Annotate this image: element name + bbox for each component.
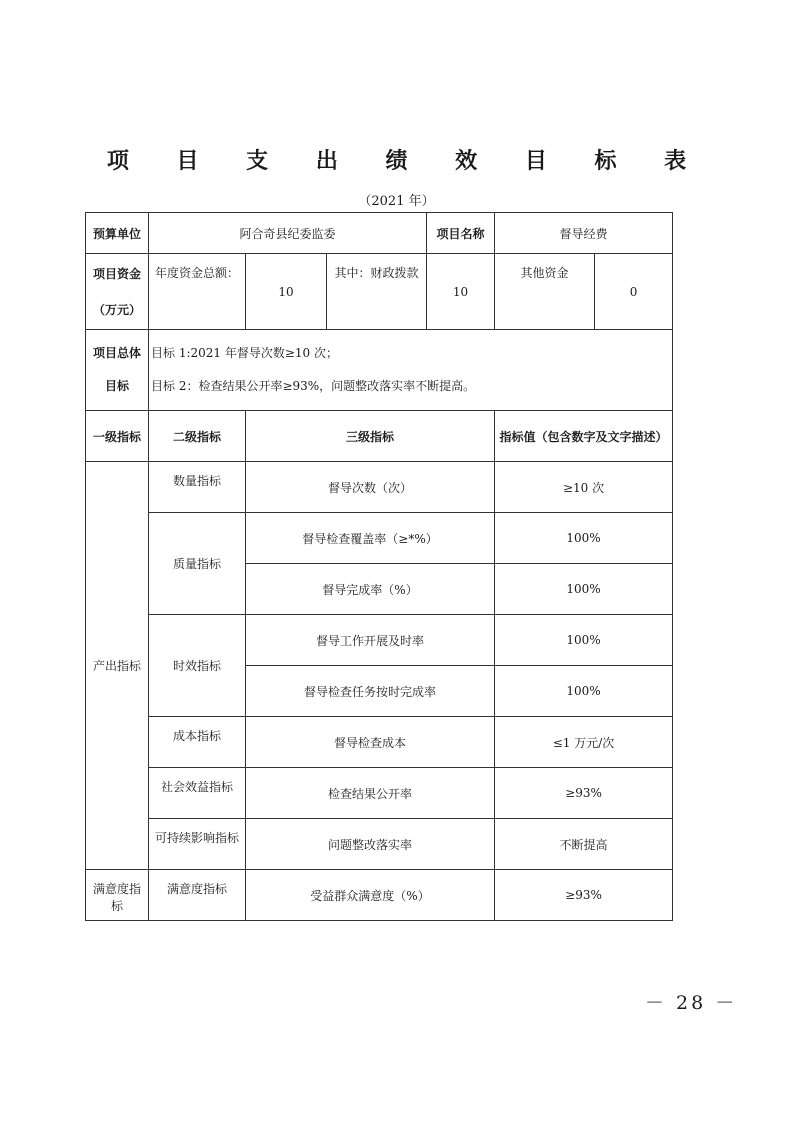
goals-row [86, 330, 673, 411]
table-row [86, 462, 673, 513]
value-cell: ≥93% [495, 768, 673, 819]
value-cell: ≥10 次 [495, 462, 673, 513]
table-row [86, 870, 673, 921]
document-year: （2021 年） [358, 194, 435, 209]
value-cell: 100% [495, 615, 673, 666]
level3-cell: 督导工作开展及时率 [246, 615, 495, 666]
level2-social-benefit: 社会效益指标 [149, 768, 246, 819]
table-row [86, 768, 673, 819]
budget-unit-value: 阿合奇县纪委监委 [149, 213, 427, 254]
level3-cell: 督导次数（次） [246, 462, 495, 513]
value-cell: ≤1 万元/次 [495, 717, 673, 768]
level3-cell: 督导检查成本 [246, 717, 495, 768]
budget-unit-label: 预算单位 [86, 213, 149, 254]
level2-timeliness: 时效指标 [149, 615, 246, 717]
level2-cost: 成本指标 [149, 717, 246, 768]
funds-total-label: 年度资金总额： [149, 254, 246, 330]
project-name-label: 项目名称 [427, 213, 495, 254]
level2-satisfaction: 满意度指标 [149, 870, 246, 921]
level3-cell: 督导检查覆盖率（≥*%） [246, 513, 495, 564]
goal-line: 目标 1:2021 年督导次数≥10 次； [151, 346, 338, 360]
goals-text [149, 330, 673, 411]
col-level1-header: 一级指标 [86, 411, 149, 462]
col-level2-header: 二级指标 [149, 411, 246, 462]
level3-cell: 问题整改落实率 [246, 819, 495, 870]
document-title: 项 目 支 出 绩 效 目 标 表 [106, 148, 707, 174]
goal-line: 目标 2：检查结果公开率≥93%，问题整改落实率不断提高。 [151, 379, 476, 393]
level3-cell: 受益群众满意度（%） [246, 870, 495, 921]
funds-other-label: 其他资金 [495, 254, 595, 330]
funds-fiscal-label: 其中：财政拨款 [327, 254, 427, 330]
funds-other-value: 0 [595, 254, 673, 330]
table-row [86, 717, 673, 768]
level2-quality: 质量指标 [149, 513, 246, 615]
column-header-row [86, 411, 673, 462]
page-number: － 28 － [645, 992, 738, 1014]
level2-sustainable-impact: 可持续影响指标 [149, 819, 246, 870]
level3-cell: 检查结果公开率 [246, 768, 495, 819]
table-row [86, 615, 673, 666]
header-row [86, 213, 673, 254]
value-cell: 100% [495, 513, 673, 564]
level1-satisfaction: 满意度指标 [86, 870, 149, 921]
value-cell: 100% [495, 564, 673, 615]
performance-target-table [85, 212, 673, 921]
level3-cell: 督导完成率（%） [246, 564, 495, 615]
col-value-header: 指标值（包含数字及文字描述） [495, 411, 673, 462]
funds-fiscal-value: 10 [427, 254, 495, 330]
value-cell: 100% [495, 666, 673, 717]
funds-row [86, 254, 673, 330]
col-level3-header: 三级指标 [246, 411, 495, 462]
level1-output: 产出指标 [86, 462, 149, 870]
value-cell: 不断提高 [495, 819, 673, 870]
table-row [86, 513, 673, 564]
level2-quantity: 数量指标 [149, 462, 246, 513]
table-row [86, 819, 673, 870]
funds-total-value: 10 [246, 254, 327, 330]
goals-label: 项目总体目标 [86, 330, 149, 411]
value-cell: ≥93% [495, 870, 673, 921]
project-name-value: 督导经费 [495, 213, 673, 254]
funds-label: 项目资金（万元） [86, 254, 149, 330]
level3-cell: 督导检查任务按时完成率 [246, 666, 495, 717]
